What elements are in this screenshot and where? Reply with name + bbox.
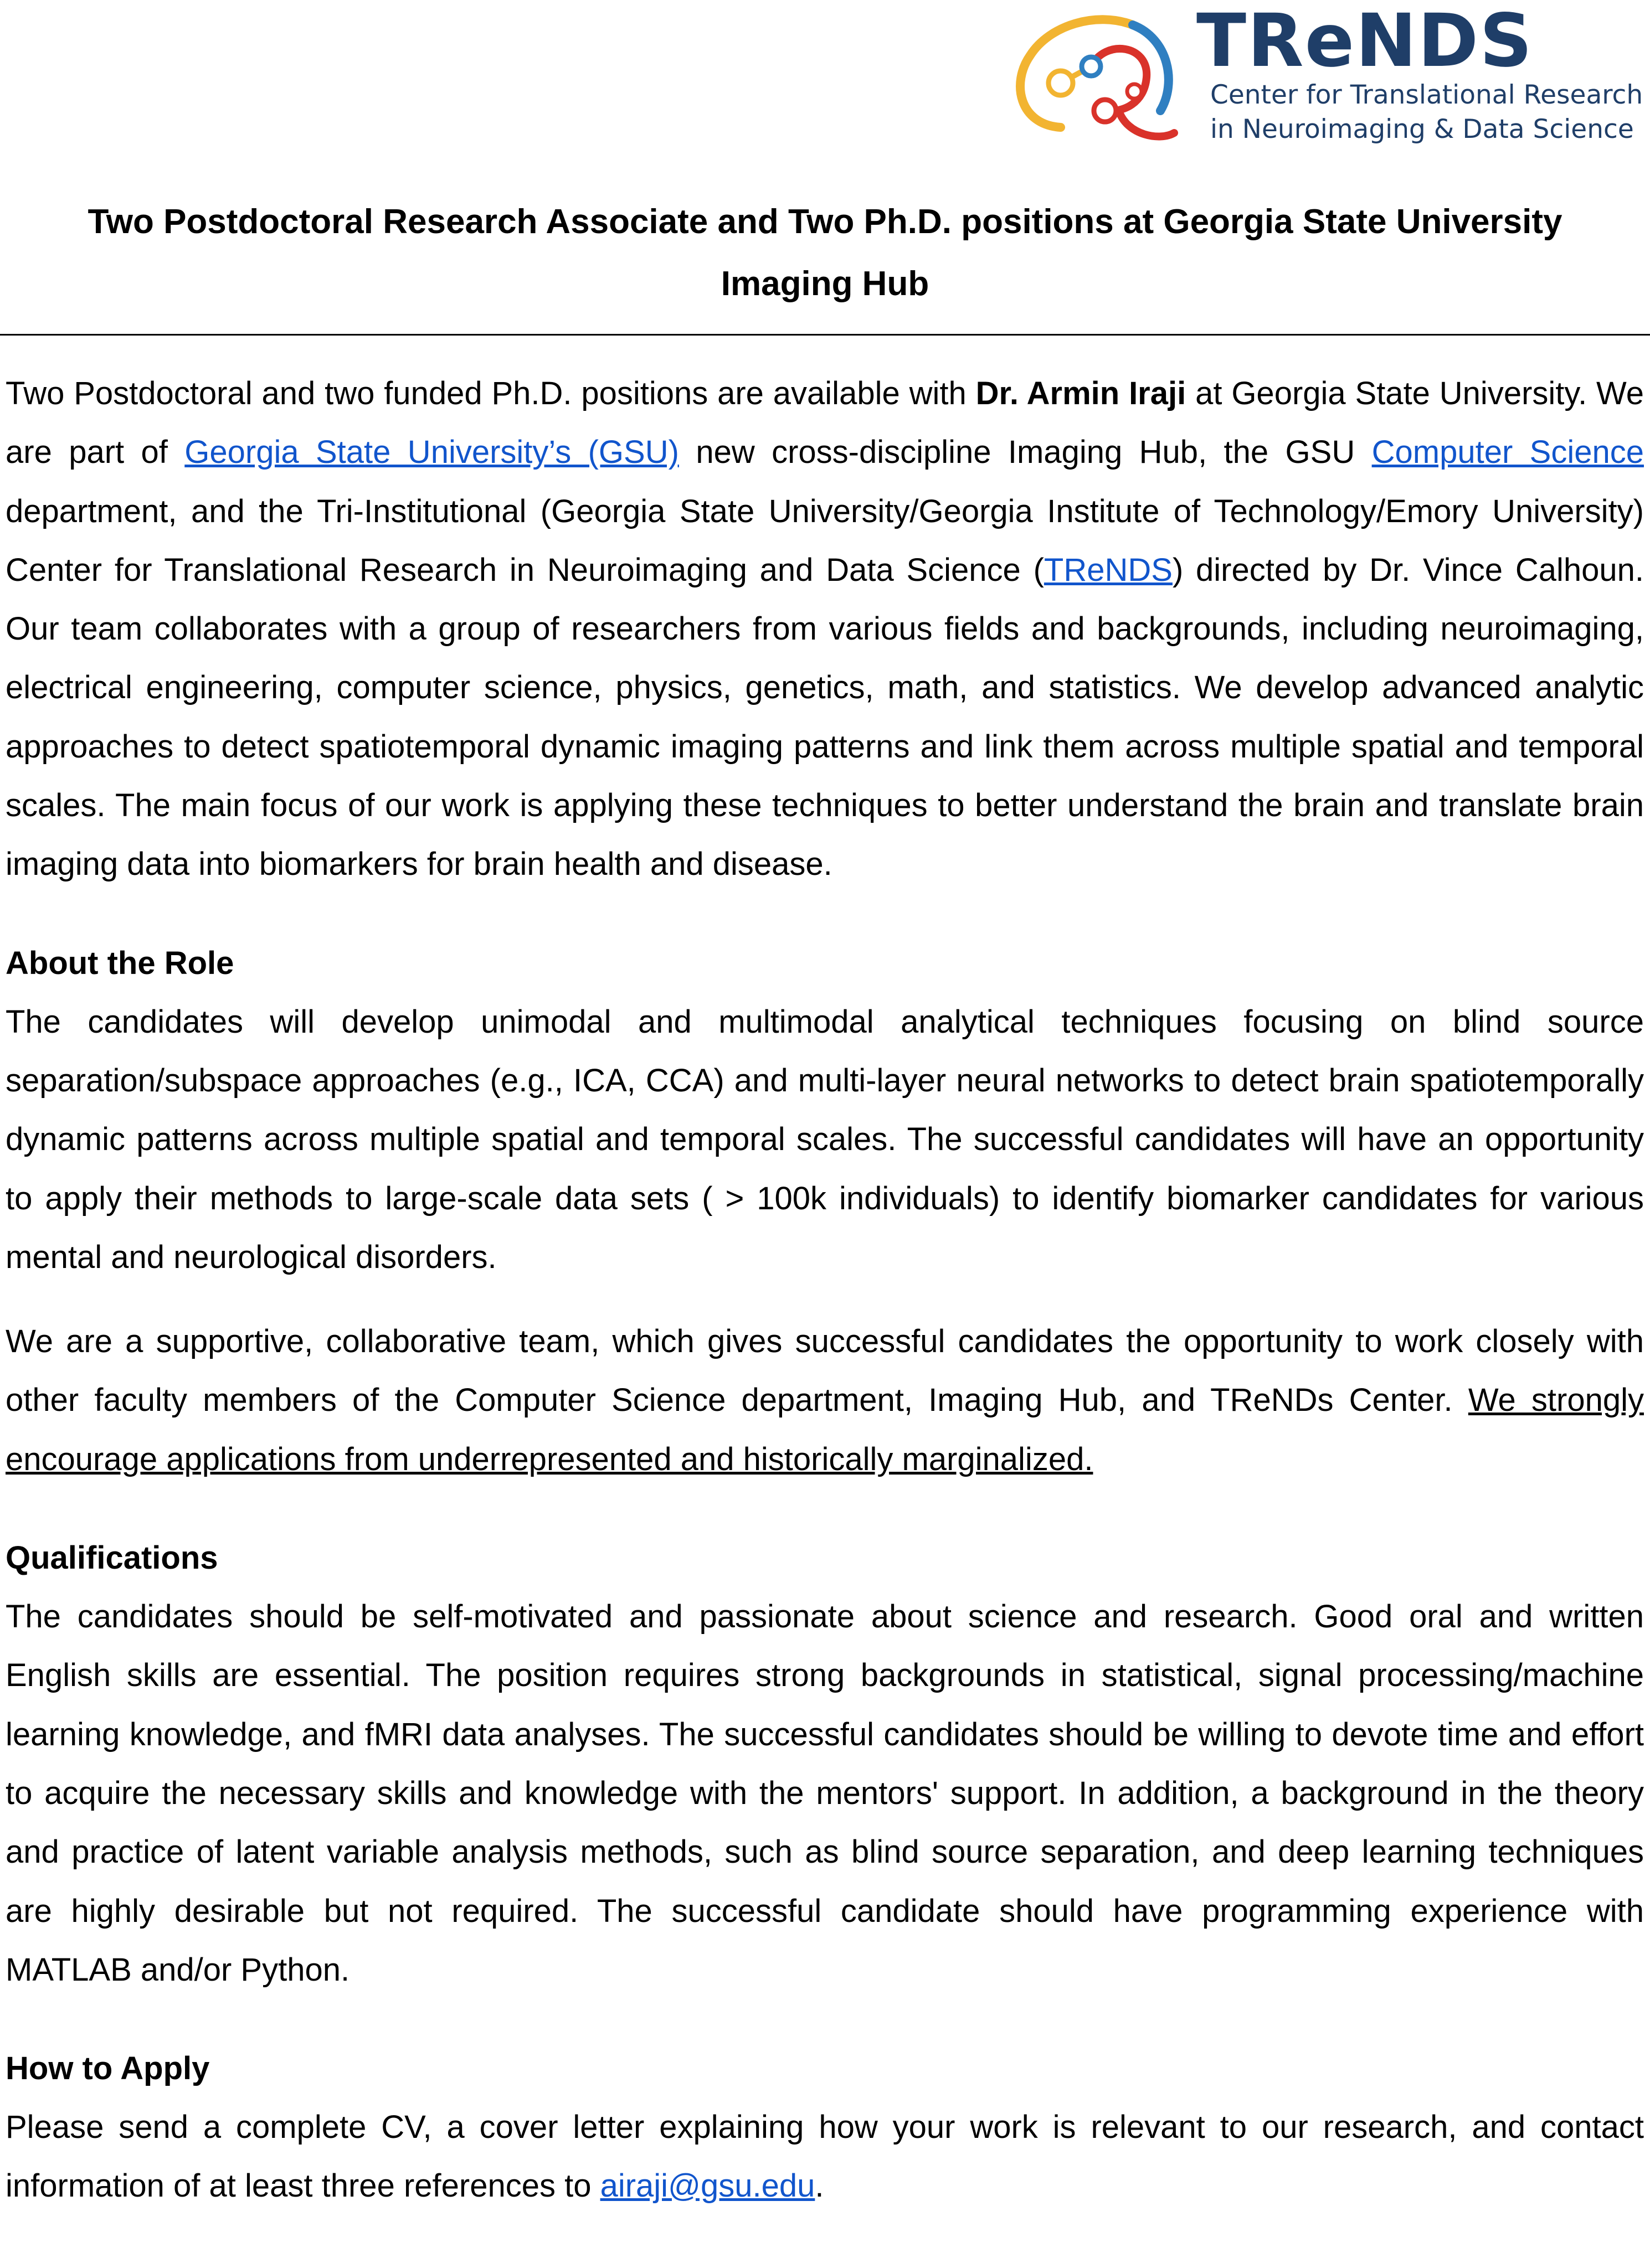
intro-text-3: new cross-discipline Imaging Hub, the GSU <box>678 434 1372 471</box>
title-divider <box>0 334 1650 336</box>
logo-wordmark: TReNDS <box>1196 0 1534 84</box>
page-title <box>0 191 1650 315</box>
gsu-link[interactable]: Georgia State University’s (GSU) <box>184 434 679 471</box>
logo-subtitle-line1: Center for Translational Research <box>1210 80 1643 110</box>
intro-text-2: at Georgia State University. We are part of <box>6 375 1644 471</box>
logo-subtitle-line2: in Neuroimaging & Data Science <box>1210 114 1634 145</box>
about-heading: About the Role <box>6 945 234 981</box>
apply-text-1: Please send a complete CV, a cover letter explaining how your work is relevant to our research, and contact information of at least three references to <box>6 2109 1644 2204</box>
intro-text-1: Two Postdoctoral and two funded Ph.D. positions are available with <box>6 375 976 411</box>
about-paragraph-1: The candidates will develop unimodal and multimodal analytical techniques focusing on blind source separation/subspace approaches (e.g., ICA, CCA) and multi-layer neural networks to detect brain spatiotemporally dynamic patterns across multiple spatial and temporal scales. The successful candidates will have an opportunity to apply their methods to large-scale data sets ( > 100k individuals) to identify biomarker candidates for various mental and neurological disorders. <box>6 1003 1644 1275</box>
qualifications-paragraph: The candidates should be self-motivated and passionate about science and research. Good oral and written English skills are essential. The position requires strong backgrounds in statistical, signal processing/machine learning knowledge, and fMRI data analyses. The successful candidates should be willing to devote time and effort to acquire the necessary skills and knowledge with the mentors' support. In addition, a background in the theory and practice of latent variable analysis methods, such as blind source separation, and deep learning techniques are highly desirable but not required. The successful candidate should have programming experience with MATLAB and/or Python. <box>6 1599 1644 1988</box>
trends-logo <box>1008 0 1643 161</box>
document-body <box>6 364 1644 2216</box>
intro-text-4: department, and the Tri-Institutional (Georgia State University/Georgia Institute of Technology/Emory University) Center for Translational Research in Neuroimaging and Data Science ( <box>6 493 1644 588</box>
apply-heading: How to Apply <box>6 2050 210 2087</box>
brain-network-icon <box>1008 0 1196 161</box>
pi-name: Dr. Armin Iraji <box>975 375 1186 411</box>
intro-text-5: ) directed by Dr. Vince Calhoun. Our team collaborates with a group of researchers from various fields and backgrounds, including neuroimaging, electrical engineering, computer science, physics, genetics, math, and statistics. We develop advanced analytic approaches to detect spatiotemporal dynamic imaging patterns and link them across multiple spatial and temporal scales. The main focus of our work is applying these techniques to better understand the brain and translate brain imaging data into biomarkers for brain health and disease. <box>6 551 1644 883</box>
qualifications-heading: Qualifications <box>6 1540 218 1576</box>
apply-text-2: . <box>815 2168 824 2204</box>
about-paragraph-2 <box>6 1312 1644 1489</box>
email-link[interactable]: airaji@gsu.edu <box>600 2168 815 2204</box>
title-line2: Imaging Hub <box>721 265 929 303</box>
computer-science-link[interactable]: Computer Science <box>1371 434 1644 471</box>
about-text-2: We are a supportive, collaborative team, which gives successful candidates the opportunity to work closely with other faculty members of the Computer Science department, Imaging Hub, and TReNDs Center. <box>6 1323 1644 1419</box>
intro-paragraph <box>6 364 1644 894</box>
diversity-statement: We strongly encourage applications from underrepresented and historically marginalized. <box>6 1382 1644 1477</box>
apply-paragraph <box>6 2098 1644 2216</box>
title-line1: Two Postdoctoral Research Associate and Two Ph.D. positions at Georgia State University <box>88 203 1562 241</box>
trends-link[interactable]: TReNDS <box>1044 551 1173 588</box>
